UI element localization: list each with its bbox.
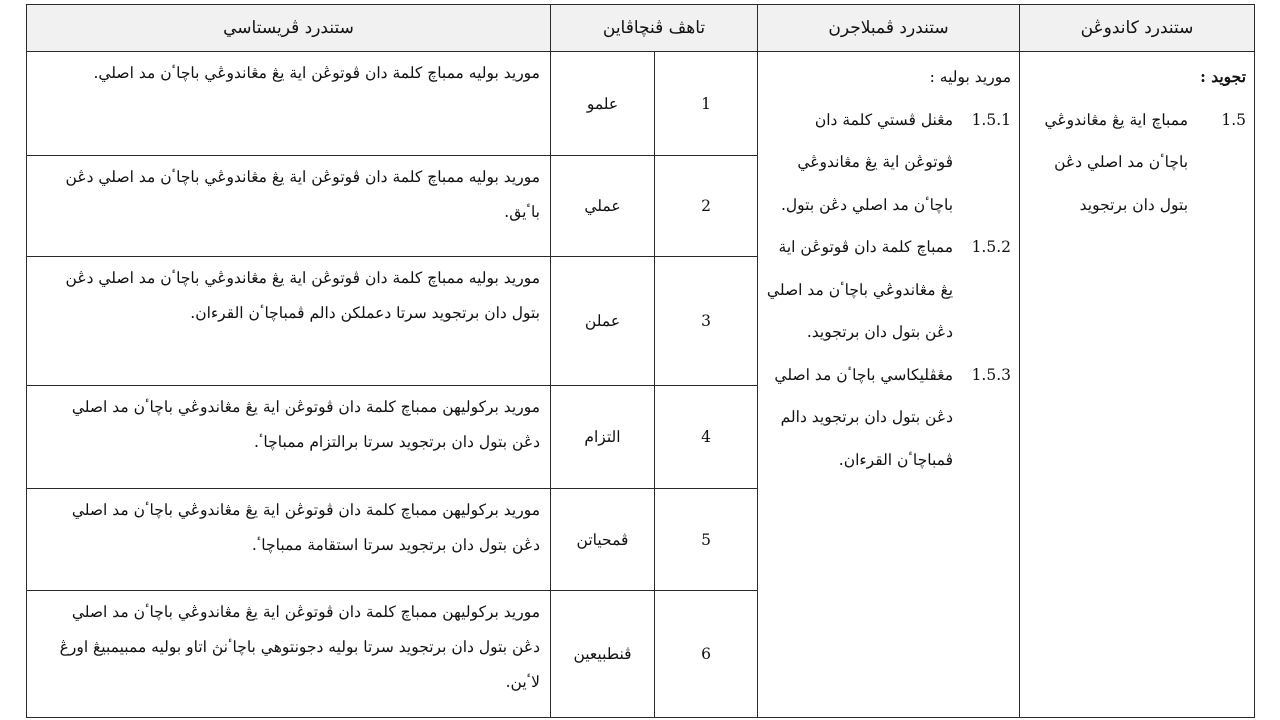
tahap-number-cell: 6 [655, 591, 758, 718]
standards-table [26, 4, 1255, 718]
pembelajaran-intro: موريد بوليه : [929, 68, 1012, 86]
header-kandungan: ستندرد كاندوڠن [1020, 5, 1255, 52]
tahap-number-cell: 5 [655, 489, 758, 591]
pembelajaran-item-code: 1.5.2 [971, 238, 1012, 256]
tahap-number-cell: 2 [655, 156, 758, 257]
tahap-number-cell: 4 [655, 386, 758, 489]
pembelajaran-item-text: ممباچ كلمة دان ڤوتوڠن اية يڠ مڠاندوڠي باچاٴن مد اصلي دڠن بتول دان برتجويد. [766, 238, 954, 341]
pembelajaran-item-code: 1.5.3 [971, 365, 1012, 384]
kandungan-cell [1020, 52, 1255, 718]
kandungan-heading: تجويد : [1200, 67, 1247, 86]
header-pembelajaran: ستندرد ڤمبلاجرن [758, 5, 1020, 52]
pembelajaran-item [766, 354, 1011, 482]
kandungan-item [1028, 99, 1246, 227]
header-tahap: تاهڤ ڤنچاڤاين [551, 5, 758, 52]
kandungan-item-text: ممباچ اية يڠ مڠاندوڠي باچاٴن مد اصلي دڠن بتول دان برتجويد [1044, 110, 1189, 214]
pembelajaran-item [766, 99, 1011, 227]
prestasi-cell: موريد بركوليهن ممباچ كلمة دان ڤوتوڠن اية يڠ مڠاندوڠي باچاٴن مد اصلي دڠن بتول دان برتجويد سرتا بوليه دجونتوهي باچاٴنڽ اتاو بوليه ممبيمبيڠ اورڠ لاٴين. [27, 591, 551, 718]
tahap-cell: عملي [551, 156, 655, 257]
prestasi-cell: موريد بركوليهن ممباچ كلمة دان ڤوتوڠن اية يڠ مڠاندوڠي باچاٴن مد اصلي دڠن بتول دان برتجويد سرتا برالتزام ممباچاٴ. [27, 386, 551, 489]
table-row [27, 52, 1255, 156]
prestasi-cell: موريد بوليه ممباچ كلمة دان ڤوتوڠن اية يڠ مڠاندوڠي باچاٴن مد اصلي دڠن بتول دان برتجويد سرتا دعملكن دالم ڤمباچاٴن القرءان. [27, 257, 551, 386]
kandungan-item-code: 1.5 [1221, 110, 1247, 129]
pembelajaran-item-code: 1.5.1 [971, 110, 1012, 129]
pembelajaran-cell [758, 52, 1020, 718]
tahap-cell: علمو [551, 52, 655, 156]
tahap-cell: ڤنطبيعين [551, 591, 655, 718]
prestasi-cell: موريد بوليه ممباچ كلمة دان ڤوتوڠن اية يڠ مڠاندوڠي باچاٴن مد اصلي. [27, 52, 551, 156]
prestasi-cell: موريد بركوليهن ممباچ كلمة دان ڤوتوڠن اية يڠ مڠاندوڠي باچاٴن مد اصلي دڠن بتول دان برتجويد سرتا استقامة ممباچاٴ. [27, 489, 551, 591]
tahap-cell: عملن [551, 257, 655, 386]
pembelajaran-item-text: مڠنل ڤستي كلمة دان ڤوتوڠن اية يڠ مڠاندوڠي باچاٴن مد اصلي دڠن بتول. [780, 110, 954, 214]
header-prestasi: ستندرد ڤريستاسي [27, 5, 551, 52]
tahap-number-cell: 3 [655, 257, 758, 386]
tahap-cell: التزام [551, 386, 655, 489]
prestasi-cell: موريد بوليه ممباچ كلمة دان ڤوتوڠن اية يڠ مڠاندوڠي باچاٴن مد اصلي دڠن باٴيق. [27, 156, 551, 257]
header-row [27, 5, 1255, 52]
pembelajaran-item [766, 226, 1011, 354]
tahap-number-cell: 1 [655, 52, 758, 156]
tahap-cell: ڤمحياتن [551, 489, 655, 591]
pembelajaran-item-text: مڠڤليكاسي باچاٴن مد اصلي دڠن بتول دان برتجويد دالم ڤمباچاٴن القرءان. [774, 365, 954, 469]
